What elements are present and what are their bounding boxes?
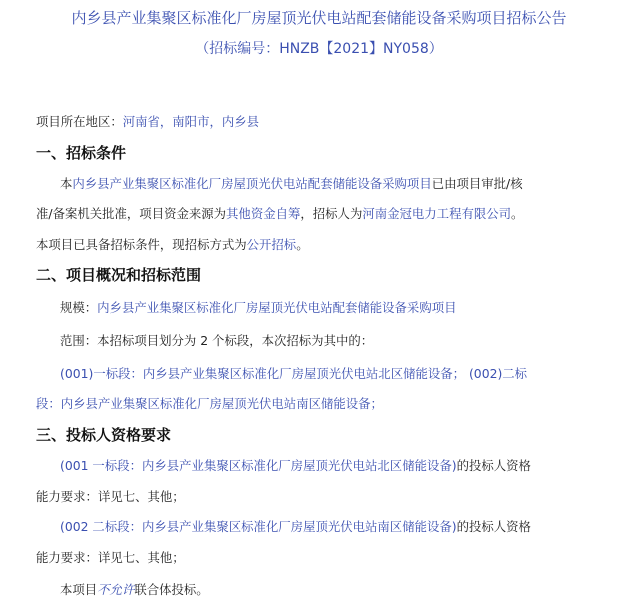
section3-heading: 三、投标人资格要求: [36, 426, 172, 444]
consortium-line: 本项目不允许联合体投标。: [60, 582, 209, 597]
tender-code: （招标编号：HNZB【2021】NY058）: [195, 41, 443, 57]
consortium-value: 不允许: [97, 582, 135, 597]
location-line: [36, 112, 259, 132]
section2-heading: 二、项目概况和招标范围: [36, 266, 202, 284]
tender-method: 公开招标: [246, 237, 297, 252]
location-value: 河南省，南阳市，内乡县: [122, 114, 260, 129]
funding-source: 其他资金自筹: [226, 206, 301, 221]
lot2-requirement-line1: (002 二标段：内乡县产业集聚区标准化厂房屋顶光伏电站南区储能设备)的投标人资格: [60, 519, 531, 534]
lot-line-2: 段：内乡县产业集聚区标准化厂房屋顶光伏电站南区储能设备；: [36, 396, 383, 411]
section1-p1-line2: 准/备案机关批准，项目资金来源为其他资金自筹，招标人为河南金冠电力工程有限公司。: [36, 206, 524, 221]
lot-line-1: (001)一标段：内乡县产业集聚区标准化厂房屋顶光伏电站北区储能设备； (002)二标: [60, 366, 528, 381]
section1-p1-line1: 本内乡县产业集聚区标准化厂房屋顶光伏电站配套储能设备采购项目已由项目审批/核: [60, 176, 523, 191]
lot1-requirement-line2: 能力要求：详见七、其他；: [36, 489, 185, 504]
section1-heading: 一、招标条件: [36, 144, 127, 162]
project-name: 内乡县产业集聚区标准化厂房屋顶光伏电站配套储能设备采购项目: [72, 176, 432, 191]
location-label: 项目所在地区：: [36, 114, 123, 129]
lot2-requirement-line2: 能力要求：详见七、其他；: [36, 550, 185, 565]
scale-line: 规模：内乡县产业集聚区标准化厂房屋顶光伏电站配套储能设备采购项目: [60, 300, 457, 315]
document-title: 内乡县产业集聚区标准化厂房屋顶光伏电站配套储能设备采购项目招标公告: [71, 9, 567, 27]
tenderer-name: 河南金冠电力工程有限公司: [362, 206, 512, 221]
scale-value: 内乡县产业集聚区标准化厂房屋顶光伏电站配套储能设备采购项目: [97, 300, 457, 315]
lot1-requirement-line1: (001 一标段：内乡县产业集聚区标准化厂房屋顶光伏电站北区储能设备)的投标人资格: [60, 458, 531, 473]
section1-p1-line3: 本项目已具备招标条件，现招标方式为公开招标。: [36, 237, 309, 252]
scope-line: 范围：本招标项目划分为 2 个标段，本次招标为其中的：: [60, 333, 374, 348]
